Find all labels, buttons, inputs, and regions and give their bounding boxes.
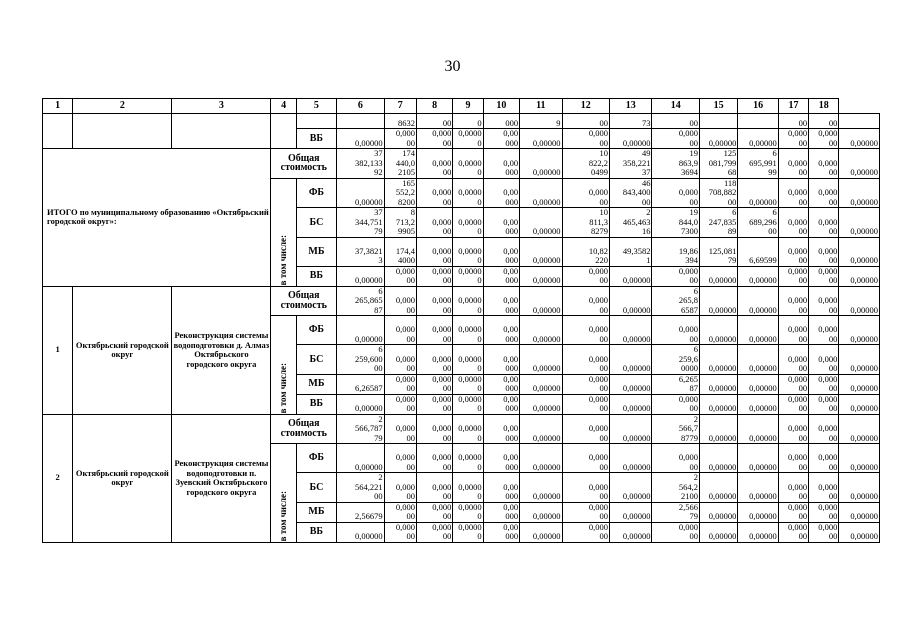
value-cell: 0,00000 (610, 266, 652, 286)
value-cell: 0,00000 (337, 266, 385, 286)
value-cell: 0,000 00 (652, 316, 700, 345)
value-cell: 125 081,799 68 (699, 149, 737, 179)
value-cell: 0,00 000 (483, 316, 519, 345)
value-cell (839, 114, 880, 129)
value-cell: 0,00000 (337, 444, 385, 473)
value-cell: 0,000 00 (416, 473, 452, 503)
value-cell: 6 689,296 00 (738, 208, 778, 238)
value-cell: 0,000 00 (809, 444, 839, 473)
value-cell: 0,0000 0 (453, 374, 483, 394)
value-cell: 0,000 00 (778, 316, 808, 345)
value-cell: 0,00000 (610, 444, 652, 473)
value-cell: 0,000 00 (562, 444, 610, 473)
value-cell: 118 708,882 00 (699, 178, 737, 208)
value-cell: 0,00000 (738, 374, 778, 394)
value-cell: 0,000 00 (384, 394, 416, 414)
value-cell: 0,00000 (520, 374, 562, 394)
value-cell: 2,566 79 (652, 502, 700, 522)
value-cell: 0,000 00 (809, 345, 839, 375)
value-cell: 0,0000 0 (453, 266, 483, 286)
value-cell: 0,000 00 (778, 208, 808, 238)
value-cell: 0,00000 (699, 374, 737, 394)
budget-type-label: БС (296, 345, 336, 375)
value-cell: 0,0000 0 (453, 149, 483, 179)
empty-cell (172, 114, 271, 149)
column-header: 16 (738, 99, 778, 114)
value-cell: 0,00 000 (483, 414, 519, 444)
value-cell: 0,00 000 (483, 444, 519, 473)
value-cell: 0,00000 (520, 266, 562, 286)
value-cell: 0,000 00 (416, 522, 452, 542)
value-cell: 0,000 00 (416, 316, 452, 345)
value-cell: 0 (453, 114, 483, 129)
value-cell: 0,00000 (337, 394, 385, 414)
value-cell: 0,000 00 (416, 414, 452, 444)
value-cell: 0,00 000 (483, 374, 519, 394)
value-cell: 0,000 00 (652, 444, 700, 473)
value-cell: 0,00 000 (483, 394, 519, 414)
value-cell: 0,000 00 (562, 374, 610, 394)
value-cell: 0,000 00 (384, 345, 416, 375)
value-cell: 0,000 00 (416, 178, 452, 208)
budget-type-label: МБ (296, 237, 336, 266)
total-cost-label: Общая стоимость (271, 149, 337, 179)
value-cell: 0,00000 (337, 178, 385, 208)
value-cell: 0,000 00 (384, 473, 416, 503)
column-header: 14 (652, 99, 700, 114)
value-cell: 0,00000 (699, 502, 737, 522)
value-cell (738, 114, 778, 129)
empty-cell (271, 114, 296, 149)
value-cell: 0,00000 (839, 414, 880, 444)
value-cell: 0,0000 0 (453, 414, 483, 444)
value-cell: 0,000 00 (809, 129, 839, 149)
municipality-name: Октябрьский городской округ (73, 414, 172, 542)
value-cell: 0,0000 0 (453, 316, 483, 345)
value-cell: 8 713,2 9905 (384, 208, 416, 238)
value-cell: 0,000 00 (778, 374, 808, 394)
value-cell: 0,00000 (520, 444, 562, 473)
value-cell: 0,000 00 (809, 394, 839, 414)
value-cell: 0,000 00 (778, 473, 808, 503)
value-cell: 0,00000 (699, 444, 737, 473)
value-cell: 0,000 00 (652, 129, 700, 149)
value-cell: 2 566,787 79 (337, 414, 385, 444)
value-cell: 0,00000 (738, 316, 778, 345)
value-cell: 0,00000 (699, 129, 737, 149)
value-cell: 0,00000 (839, 374, 880, 394)
value-cell: 0,0000 0 (453, 237, 483, 266)
value-cell: 0,00000 (520, 473, 562, 503)
value-cell: 0,00000 (839, 502, 880, 522)
value-cell: 0,00 000 (483, 522, 519, 542)
value-cell: 0,000 00 (416, 502, 452, 522)
value-cell: 0,00000 (699, 414, 737, 444)
value-cell: 0,00000 (520, 208, 562, 238)
value-cell: 0,00000 (738, 345, 778, 375)
in-that-label: в том числе: (277, 491, 288, 542)
value-cell: 0,00000 (738, 178, 778, 208)
value-cell: 0,000 00 (562, 502, 610, 522)
column-header: 5 (296, 99, 336, 114)
value-cell: 174,4 4000 (384, 237, 416, 266)
value-cell: 37 344,751 79 (337, 208, 385, 238)
value-cell: 49,3582 1 (610, 237, 652, 266)
value-cell: 0,00 000 (483, 129, 519, 149)
value-cell: 0,000 00 (416, 345, 452, 375)
value-cell: 0,00000 (839, 444, 880, 473)
value-cell: 0,00000 (839, 266, 880, 286)
value-cell: 0,00000 (337, 316, 385, 345)
value-cell: 0,000 00 (562, 178, 610, 208)
value-cell: 165 552,2 8200 (384, 178, 416, 208)
value-cell: 0,000 00 (416, 394, 452, 414)
value-cell: 0,00 000 (483, 345, 519, 375)
in-that-label-cell (271, 178, 296, 286)
value-cell: 6 247,835 89 (699, 208, 737, 238)
budget-type-label: ВБ (296, 266, 336, 286)
value-cell: 0,00000 (610, 394, 652, 414)
value-cell: 73 (610, 114, 652, 129)
value-cell: 6 259,600 00 (337, 345, 385, 375)
value-cell: 0,00000 (520, 129, 562, 149)
value-cell: 0,000 00 (652, 178, 700, 208)
value-cell: 174 440,0 2105 (384, 149, 416, 179)
value-cell: 0,00000 (738, 522, 778, 542)
value-cell: 0,000 00 (384, 522, 416, 542)
in-that-label-cell (271, 444, 296, 543)
value-cell: 0,00000 (738, 444, 778, 473)
value-cell: 6 259,6 0000 (652, 345, 700, 375)
value-cell: 0,00000 (699, 286, 737, 316)
budget-type-label: ВБ (296, 522, 336, 542)
value-cell: 00 (652, 114, 700, 129)
column-header: 12 (562, 99, 610, 114)
value-cell: 0,0000 0 (453, 473, 483, 503)
value-cell: 0,00000 (520, 237, 562, 266)
column-header: 15 (699, 99, 737, 114)
value-cell: 0,00 000 (483, 208, 519, 238)
value-cell: 000 (483, 114, 519, 129)
value-cell: 0,000 00 (778, 149, 808, 179)
value-cell: 6,69599 (738, 237, 778, 266)
budget-type-label: БС (296, 473, 336, 503)
value-cell: 0,00000 (520, 414, 562, 444)
in-that-label: в том числе: (277, 363, 288, 414)
value-cell: 0,000 00 (778, 266, 808, 286)
budget-type-label: ВБ (296, 129, 336, 149)
value-cell: 0,00000 (839, 473, 880, 503)
value-cell: 6,26587 (337, 374, 385, 394)
value-cell: 0,000 00 (778, 394, 808, 414)
in-that-label-cell (271, 316, 296, 415)
value-cell: 0,000 00 (384, 444, 416, 473)
value-cell: 6,265 87 (652, 374, 700, 394)
value-cell: 0,000 00 (562, 522, 610, 542)
value-cell: 0,000 00 (384, 502, 416, 522)
value-cell: 0,000 00 (778, 502, 808, 522)
value-cell: 00 (416, 114, 452, 129)
budget-table (42, 98, 880, 543)
column-header: 18 (809, 99, 839, 114)
value-cell: 0,000 00 (416, 444, 452, 473)
value-cell: 0,000 00 (652, 394, 700, 414)
value-cell: 0,00000 (699, 345, 737, 375)
value-cell: 0,000 00 (416, 129, 452, 149)
value-cell: 2,56679 (337, 502, 385, 522)
value-cell: 0,00000 (839, 208, 880, 238)
value-cell: 0,000 00 (416, 237, 452, 266)
object-name: Реконструкция системы водоподготовки п. Зуевский Октябрьского городского округа (172, 414, 271, 542)
value-cell: 2 465,463 16 (610, 208, 652, 238)
value-cell: 0,00000 (699, 394, 737, 414)
object-name: Реконструкция системы водоподготовки д. Алмаз Октябрьского городского округа (172, 286, 271, 414)
value-cell: 0,00 000 (483, 502, 519, 522)
value-cell: 0,000 00 (384, 286, 416, 316)
value-cell: 0,00 000 (483, 286, 519, 316)
budget-type-label: ВБ (296, 394, 336, 414)
value-cell: 37 382,133 92 (337, 149, 385, 179)
value-cell: 0,000 00 (809, 316, 839, 345)
value-cell: 0,0000 0 (453, 345, 483, 375)
page-number: 30 (444, 58, 461, 75)
value-cell: 0,00000 (839, 178, 880, 208)
value-cell: 0,00000 (520, 316, 562, 345)
value-cell: 0,000 00 (809, 149, 839, 179)
column-header: 10 (483, 99, 519, 114)
value-cell: 0,00000 (337, 522, 385, 542)
value-cell: 6 265,865 87 (337, 286, 385, 316)
value-cell: 0,00000 (520, 178, 562, 208)
value-cell: 0,00 000 (483, 473, 519, 503)
value-cell: 0,00000 (610, 473, 652, 503)
value-cell: 0,00000 (520, 345, 562, 375)
column-header: 17 (778, 99, 808, 114)
value-cell: 0,00000 (610, 286, 652, 316)
in-that-label: в том числе: (277, 235, 288, 286)
value-cell: 2 564,221 00 (337, 473, 385, 503)
column-header: 11 (520, 99, 562, 114)
value-cell: 0,000 00 (809, 178, 839, 208)
empty-cell (73, 114, 172, 149)
value-cell: 0,000 00 (562, 266, 610, 286)
value-cell: 0,00000 (738, 394, 778, 414)
value-cell: 49 358,221 37 (610, 149, 652, 179)
value-cell: 0,0000 0 (453, 208, 483, 238)
value-cell: 0,000 00 (384, 266, 416, 286)
value-cell: 0,000 00 (778, 444, 808, 473)
value-cell: 0,000 00 (809, 266, 839, 286)
budget-type-label: ФБ (296, 178, 336, 208)
value-cell: 0,00000 (738, 129, 778, 149)
value-cell: 00 (562, 114, 610, 129)
value-cell: 0,000 00 (416, 149, 452, 179)
value-cell: 0,000 00 (652, 266, 700, 286)
value-cell: 0,00000 (839, 286, 880, 316)
value-cell: 0,00000 (520, 522, 562, 542)
value-cell: 0,00 000 (483, 149, 519, 179)
value-cell: 0,000 00 (562, 316, 610, 345)
value-cell: 0,0000 0 (453, 522, 483, 542)
value-cell: 0,000 00 (416, 286, 452, 316)
value-cell: 0,000 00 (562, 473, 610, 503)
value-cell: 0,0000 0 (453, 444, 483, 473)
table-row (43, 414, 880, 444)
value-cell: 0,00000 (610, 129, 652, 149)
value-cell: 0,000 00 (562, 129, 610, 149)
value-cell (337, 114, 385, 129)
value-cell: 0,000 00 (778, 345, 808, 375)
value-cell: 0,00000 (839, 149, 880, 179)
value-cell: 19,86 394 (652, 237, 700, 266)
column-header: 3 (172, 99, 271, 114)
value-cell: 0,000 00 (778, 178, 808, 208)
value-cell: 0,000 00 (809, 414, 839, 444)
column-header: 7 (384, 99, 416, 114)
budget-type-label: МБ (296, 502, 336, 522)
value-cell: 0,00000 (610, 522, 652, 542)
value-cell: 0,0000 0 (453, 129, 483, 149)
total-cost-label: Общая стоимость (271, 414, 337, 444)
column-header: 6 (337, 99, 385, 114)
total-cost-label: Общая стоимость (271, 286, 337, 316)
column-header: 13 (610, 99, 652, 114)
value-cell: 0,000 00 (562, 394, 610, 414)
value-cell: 10 822,2 0499 (562, 149, 610, 179)
value-cell: 0,000 00 (778, 414, 808, 444)
column-header: 9 (453, 99, 483, 114)
value-cell: 46 843,400 00 (610, 178, 652, 208)
value-cell: 0,000 00 (809, 286, 839, 316)
value-cell: 0,00000 (738, 473, 778, 503)
value-cell: 0,0000 0 (453, 178, 483, 208)
value-cell: 19 863,9 3694 (652, 149, 700, 179)
value-cell: 0,00000 (520, 149, 562, 179)
value-cell: 125,081 79 (699, 237, 737, 266)
value-cell: 0,000 00 (562, 286, 610, 316)
budget-type-label: ФБ (296, 444, 336, 473)
value-cell: 2 566,7 8779 (652, 414, 700, 444)
column-header: 2 (73, 99, 172, 114)
value-cell: 37,3821 3 (337, 237, 385, 266)
value-cell: 0,00000 (738, 266, 778, 286)
value-cell: 0,000 00 (809, 374, 839, 394)
value-cell: 0,00000 (610, 414, 652, 444)
value-cell: 0,000 00 (384, 374, 416, 394)
table-row (43, 114, 880, 129)
value-cell (699, 114, 737, 129)
value-cell: 0,000 00 (562, 414, 610, 444)
column-header: 8 (416, 99, 452, 114)
value-cell: 0,000 00 (778, 522, 808, 542)
value-cell: 0,000 00 (778, 237, 808, 266)
value-cell: 19 844,0 7300 (652, 208, 700, 238)
value-cell: 9 (520, 114, 562, 129)
value-cell: 0,000 00 (384, 129, 416, 149)
value-cell: 0,00000 (337, 129, 385, 149)
value-cell: 0,00000 (839, 237, 880, 266)
table-row (43, 99, 880, 114)
budget-type-label: БС (296, 208, 336, 238)
value-cell: 0,000 00 (416, 266, 452, 286)
value-cell: 0,00000 (699, 316, 737, 345)
value-cell: 0,000 00 (416, 208, 452, 238)
value-cell: 0,00000 (839, 522, 880, 542)
budget-type-label: ФБ (296, 316, 336, 345)
value-cell: 0,00000 (738, 286, 778, 316)
table-row (43, 149, 880, 179)
value-cell: 0,00000 (738, 414, 778, 444)
value-cell: 8632 (384, 114, 416, 129)
value-cell: 0,0000 0 (453, 394, 483, 414)
itog-label: ИТОГО по муниципальному образованию «Октябрьский городской округ»: (43, 149, 271, 287)
value-cell: 0,000 00 (562, 345, 610, 375)
value-cell: 6 695,991 99 (738, 149, 778, 179)
table-row (43, 286, 880, 316)
value-cell: 6 265,8 6587 (652, 286, 700, 316)
value-cell: 0,000 00 (384, 414, 416, 444)
value-cell: 0,000 00 (809, 522, 839, 542)
value-cell: 0,000 00 (778, 286, 808, 316)
value-cell: 0,00000 (738, 502, 778, 522)
value-cell: 00 (778, 114, 808, 129)
value-cell: 0,00000 (699, 473, 737, 503)
value-cell: 0,000 00 (809, 473, 839, 503)
value-cell: 0,000 00 (809, 208, 839, 238)
empty-cell (43, 114, 73, 149)
value-cell: 10,82 220 (562, 237, 610, 266)
column-header: 4 (271, 99, 296, 114)
budget-type-label: МБ (296, 374, 336, 394)
value-cell: 0,0000 0 (453, 286, 483, 316)
value-cell: 0,00000 (610, 316, 652, 345)
value-cell: 0,000 00 (416, 374, 452, 394)
value-cell: 0,00000 (699, 522, 737, 542)
municipality-name: Октябрьский городской округ (73, 286, 172, 414)
empty-cell (296, 114, 336, 129)
value-cell: 0,000 00 (384, 316, 416, 345)
value-cell: 0,00000 (520, 394, 562, 414)
value-cell: 0,00000 (699, 266, 737, 286)
value-cell: 0,00000 (520, 502, 562, 522)
value-cell: 0,00 000 (483, 237, 519, 266)
object-number: 2 (43, 414, 73, 542)
value-cell: 0,000 00 (809, 237, 839, 266)
value-cell: 0,000 00 (652, 522, 700, 542)
object-number: 1 (43, 286, 73, 414)
value-cell: 0,00000 (610, 502, 652, 522)
value-cell: 0,0000 0 (453, 502, 483, 522)
value-cell: 0,00 000 (483, 266, 519, 286)
value-cell: 0,00000 (520, 286, 562, 316)
column-header: 1 (43, 99, 73, 114)
value-cell: 0,00000 (839, 129, 880, 149)
value-cell: 0,00000 (839, 394, 880, 414)
value-cell: 0,000 00 (778, 129, 808, 149)
value-cell: 0,00000 (610, 345, 652, 375)
value-cell: 0,00 000 (483, 178, 519, 208)
value-cell: 2 564,2 2100 (652, 473, 700, 503)
value-cell: 0,00000 (839, 316, 880, 345)
value-cell: 0,000 00 (809, 502, 839, 522)
value-cell: 0,00000 (610, 374, 652, 394)
value-cell: 10 811,3 8279 (562, 208, 610, 238)
value-cell: 0,00000 (839, 345, 880, 375)
value-cell: 00 (809, 114, 839, 129)
